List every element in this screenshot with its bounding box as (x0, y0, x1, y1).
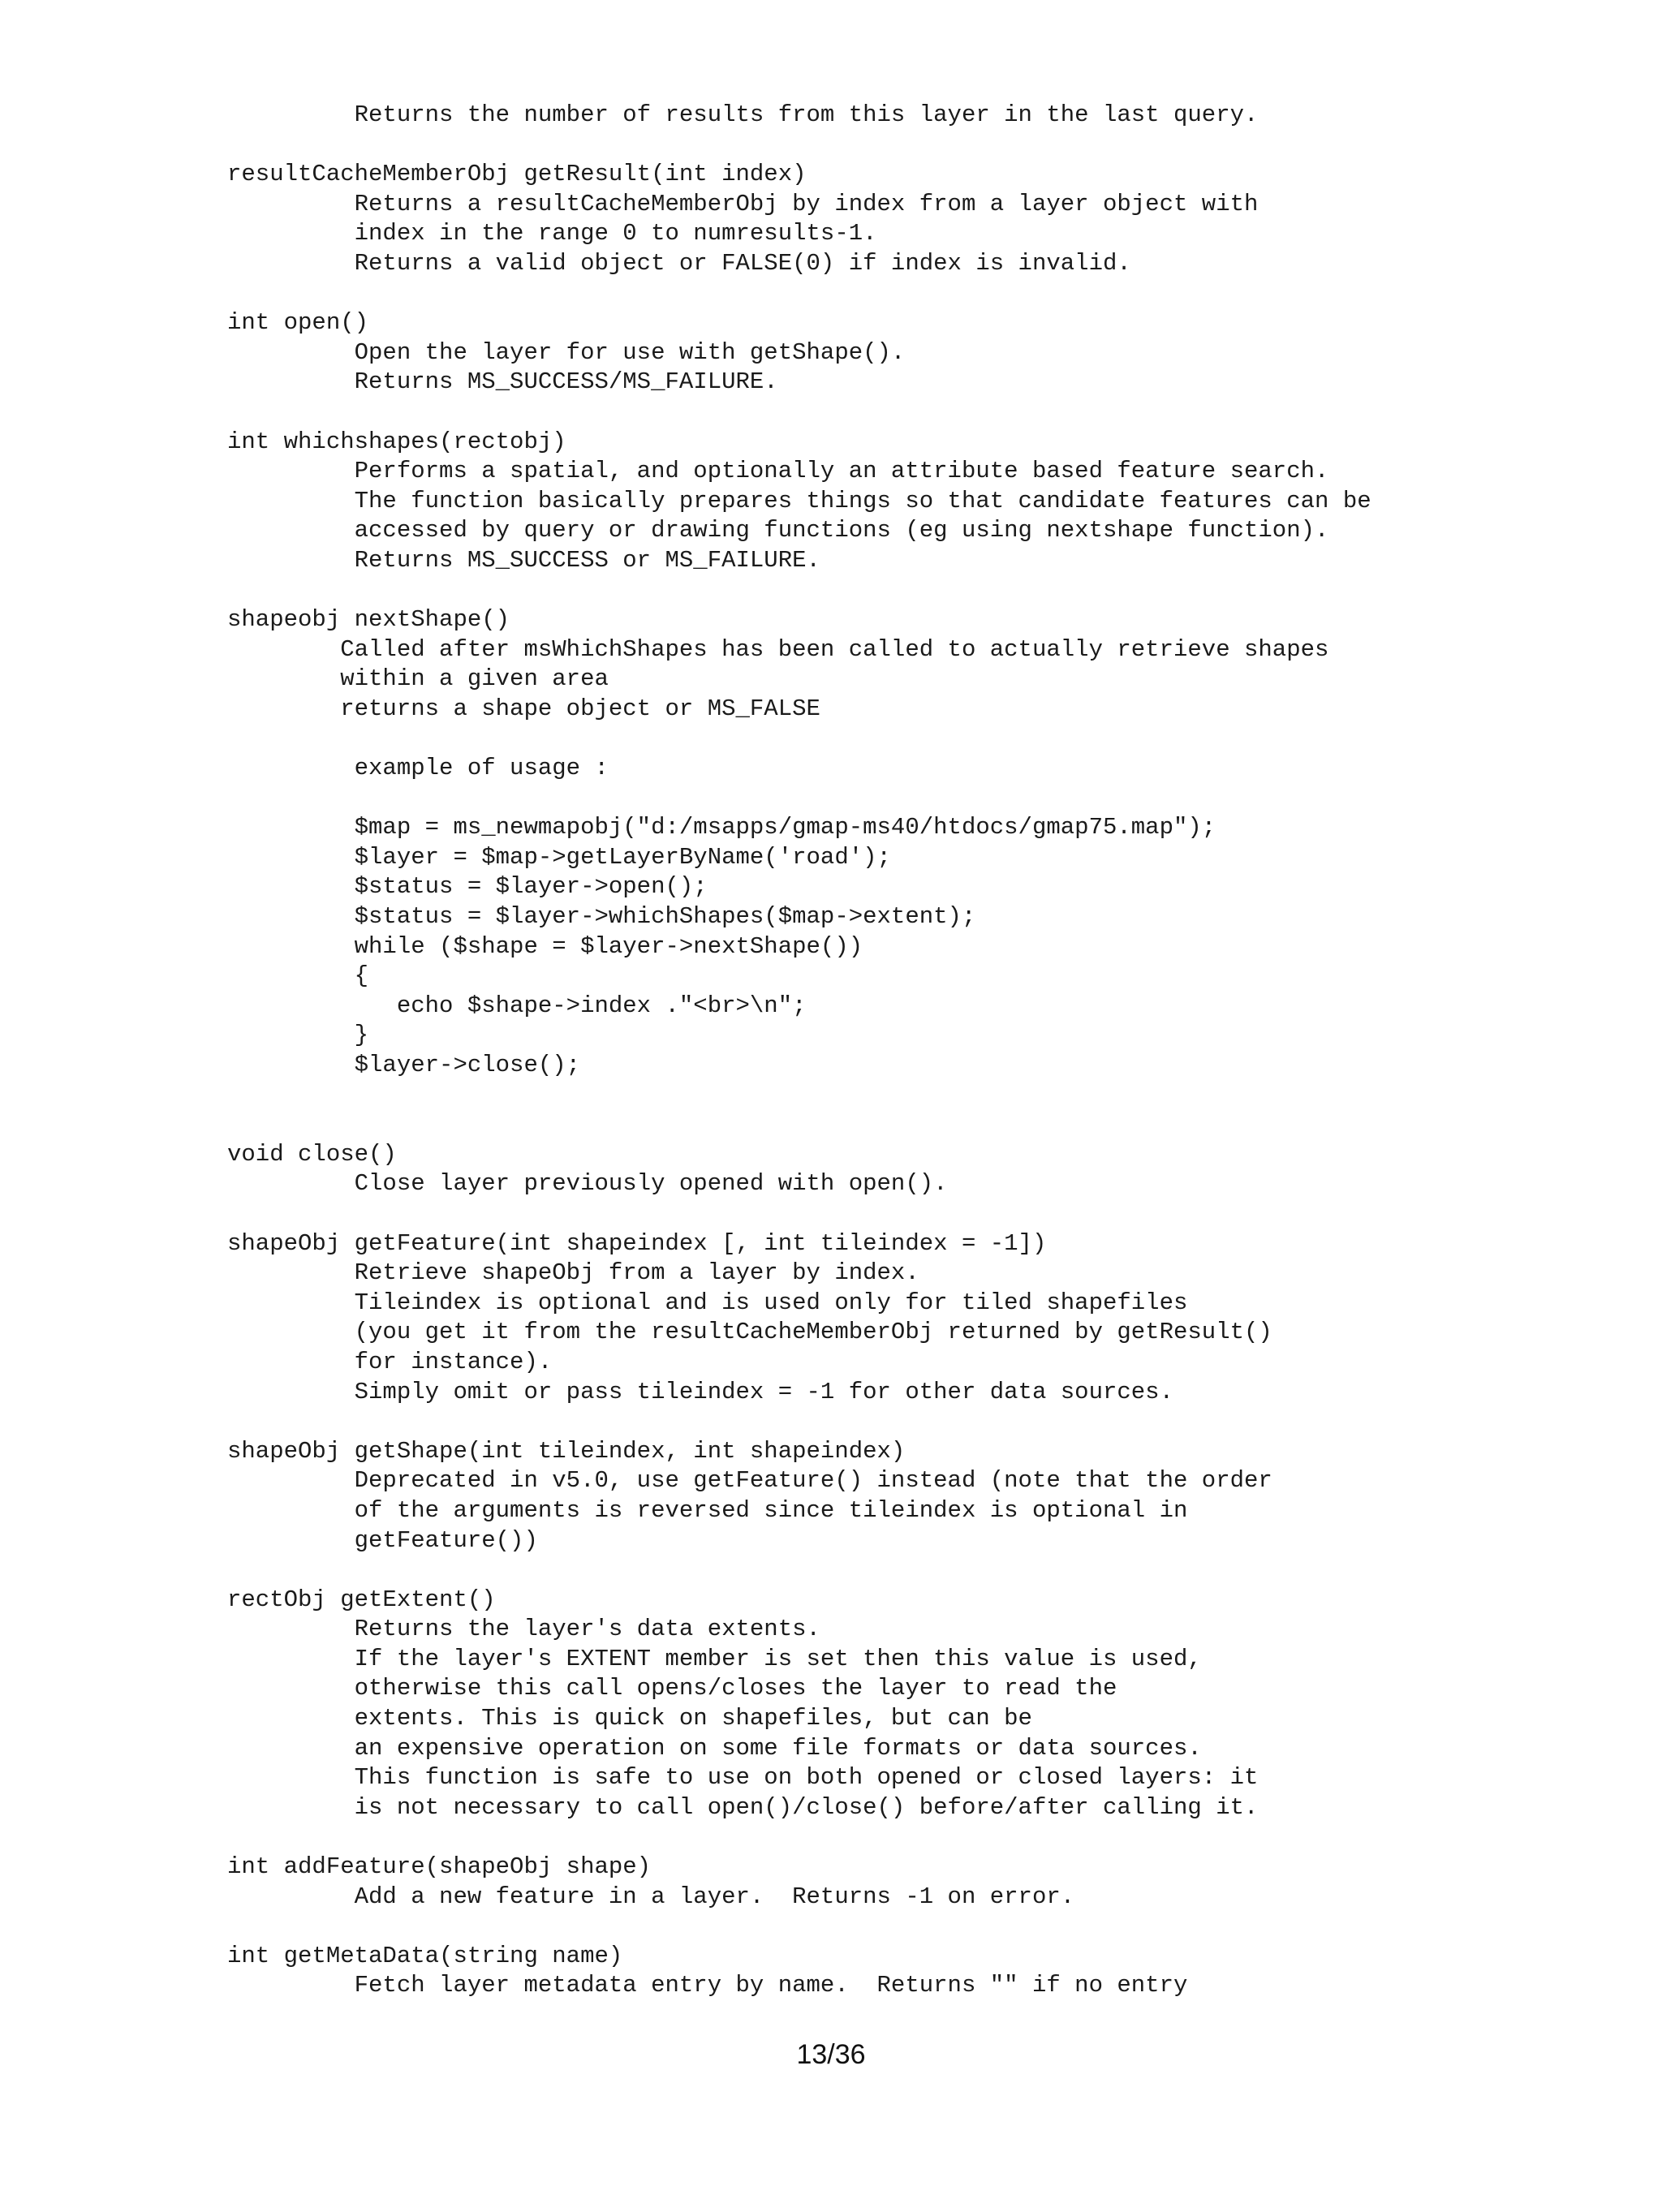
text-line: extents. This is quick on shapefiles, but can be (227, 1705, 1032, 1732)
document-body (227, 101, 1639, 2001)
text-line: of the arguments is reversed since tileindex is optional in (227, 1496, 1188, 1524)
text-line: returns a shape object or MS_FALSE (227, 695, 820, 722)
blank-line (227, 279, 1639, 309)
text-line: Open the layer for use with getShape(). (227, 338, 906, 366)
text-line: Returns a resultCacheMemberObj by index from a layer object with (227, 190, 1259, 217)
text-line: Returns the number of results from this layer in the last query. (227, 101, 1259, 128)
text-line: shapeObj getShape(int tileindex, int shapeindex) (227, 1437, 906, 1465)
text-line: Simply omit or pass tileindex = -1 for other data sources. (227, 1378, 1173, 1405)
text-line: Retrieve shapeObj from a layer by index. (227, 1259, 919, 1287)
text-line: } (227, 1022, 369, 1049)
text-line: (you get it from the resultCacheMemberObj returned by getResult() (227, 1319, 1272, 1346)
text-line: { (227, 962, 369, 990)
text-line: void close() (227, 1140, 397, 1168)
text-line: $map = ms_newmapobj("d:/msapps/gmap-ms40/htdocs/gmap75.map"); (227, 814, 1216, 841)
text-line: for instance). (227, 1348, 553, 1375)
text-line: getFeature()) (227, 1526, 538, 1554)
text-line: Deprecated in v5.0, use getFeature() instead (note that the order (227, 1467, 1272, 1495)
text-line: rectObj getExtent() (227, 1586, 496, 1613)
blank-line (227, 398, 1639, 428)
text-line: otherwise this call opens/closes the layer to read the (227, 1675, 1117, 1702)
text-line: Returns MS_SUCCESS or MS_FAILURE. (227, 546, 820, 574)
blank-line (227, 1823, 1639, 1853)
text-line: Close layer previously opened with open(). (227, 1170, 948, 1198)
text-line: while ($shape = $layer->nextShape()) (227, 932, 863, 960)
text-line: accessed by query or drawing functions (eg using nextshape function). (227, 517, 1329, 544)
blank-line (227, 1912, 1639, 1942)
text-line: an expensive operation on some file formats or data sources. (227, 1734, 1202, 1762)
blank-line (227, 1081, 1639, 1111)
text-line: int whichshapes(rectobj) (227, 428, 566, 455)
text-line: If the layer's EXTENT member is set then this value is used, (227, 1645, 1202, 1672)
blank-line (227, 784, 1639, 814)
text-line: Returns MS_SUCCESS/MS_FAILURE. (227, 368, 778, 396)
text-line: Returns the layer's data extents. (227, 1616, 820, 1643)
text-line: Tileindex is optional and is used only for tiled shapefiles (227, 1289, 1188, 1316)
text-line: Called after msWhichShapes has been called to actually retrieve shapes (227, 635, 1329, 663)
text-line: within a given area (227, 665, 609, 693)
blank-line (227, 1407, 1639, 1437)
text-line: example of usage : (227, 755, 609, 782)
text-line: $layer = $map->getLayerByName('road'); (227, 843, 891, 871)
text-line: resultCacheMemberObj getResult(int index) (227, 161, 807, 188)
text-line: Performs a spatial, and optionally an attribute based feature search. (227, 458, 1329, 485)
text-line: $status = $layer->open(); (227, 873, 708, 901)
page-number: 13/36 (796, 2039, 866, 2070)
blank-line (227, 131, 1639, 161)
text-line: int open() (227, 309, 369, 337)
text-line: This function is safe to use on both opened or closed layers: it (227, 1764, 1259, 1792)
text-line: shapeobj nextShape() (227, 606, 510, 634)
text-line: is not necessary to call open()/close() before/after calling it. (227, 1793, 1259, 1821)
text-line: int getMetaData(string name) (227, 1942, 623, 1969)
text-line: Add a new feature in a layer. Returns -1 on error. (227, 1883, 1075, 1910)
text-line: Returns a valid object or FALSE(0) if index is invalid. (227, 249, 1131, 277)
text-line: index in the range 0 to numresults-1. (227, 220, 877, 247)
blank-line (227, 1556, 1639, 1586)
text-line: Fetch layer metadata entry by name. Returns "" if no entry (227, 1972, 1188, 1999)
text-line: The function basically prepares things so that candidate features can be (227, 487, 1371, 514)
blank-line (227, 1110, 1639, 1140)
blank-line (227, 724, 1639, 754)
blank-line (227, 1199, 1639, 1229)
text-line: $layer->close(); (227, 1052, 581, 1078)
text-line: echo $shape->index ."<br>\n"; (227, 992, 807, 1019)
text-line: int addFeature(shapeObj shape) (227, 1853, 652, 1881)
text-line: shapeObj getFeature(int shapeindex [, int tileindex = -1]) (227, 1229, 1047, 1257)
text-line: $status = $layer->whichShapes($map->extent); (227, 903, 976, 931)
blank-line (227, 576, 1639, 606)
